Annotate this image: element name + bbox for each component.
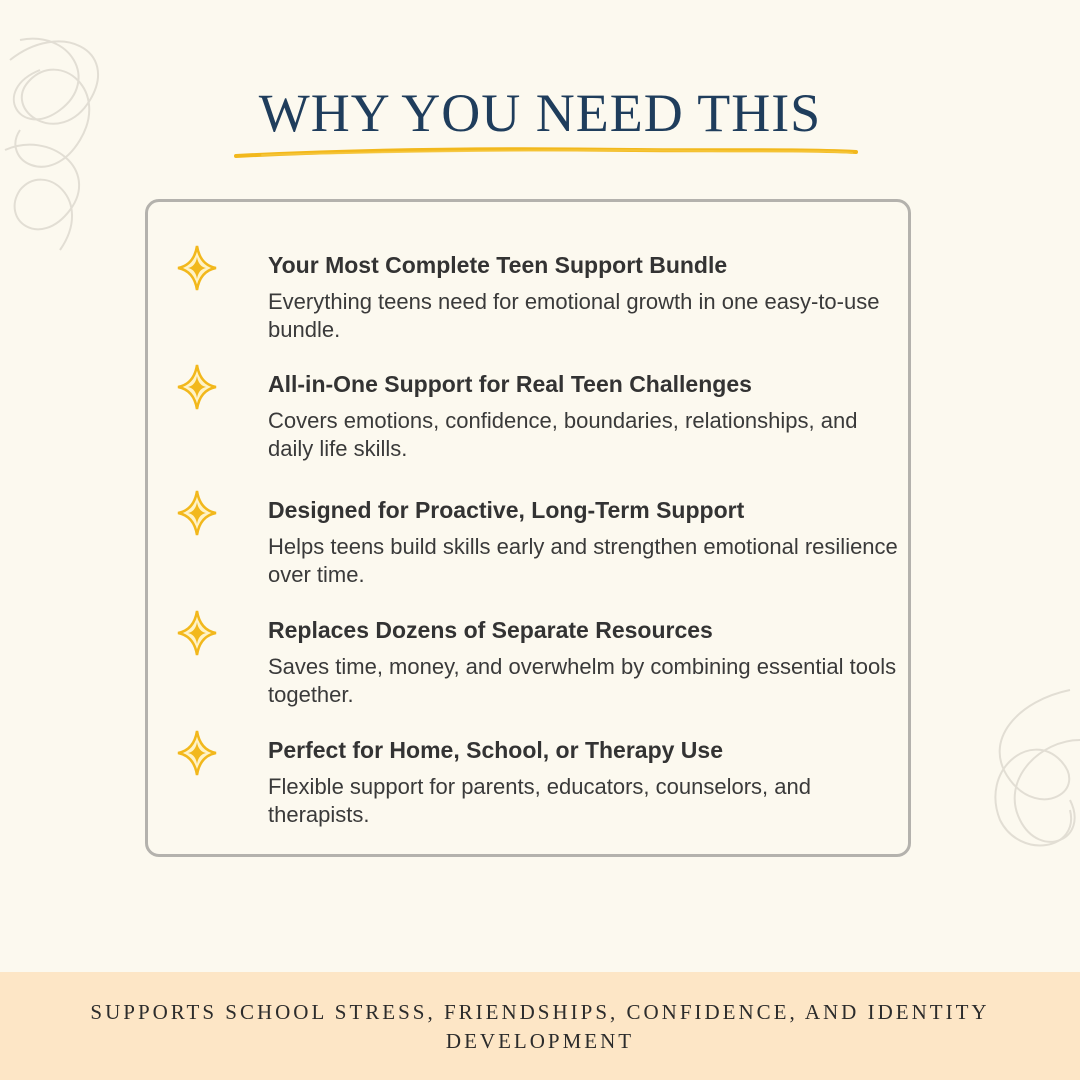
- benefit-title: All-in-One Support for Real Teen Challenges: [268, 371, 752, 397]
- page-title: WHY YOU NEED THIS: [258, 83, 822, 143]
- scribble-doodle-bottom-right: [960, 680, 1080, 880]
- sparkle-star-icon: [176, 489, 218, 537]
- footer-banner: [0, 972, 1080, 1080]
- benefits-card: [145, 199, 911, 857]
- benefit-description: Covers emotions, confidence, boundaries, relationships, and daily life skills.: [268, 408, 858, 461]
- sparkle-star-icon: [176, 244, 218, 292]
- benefit-description: Everything teens need for emotional growth in one easy-to-use bundle.: [268, 289, 880, 342]
- sparkle-star-icon: [176, 729, 218, 777]
- sparkle-star-icon: [176, 609, 218, 657]
- title-underline-stroke: [232, 140, 862, 162]
- benefit-description: Helps teens build skills early and strengthen emotional resilience over time.: [268, 534, 898, 587]
- benefit-description: Flexible support for parents, educators, counselors, and therapists.: [268, 774, 811, 827]
- benefit-title: Designed for Proactive, Long-Term Support: [268, 497, 745, 523]
- scribble-doodle-top-left: [0, 20, 140, 280]
- benefit-title: Perfect for Home, School, or Therapy Use: [268, 737, 724, 763]
- footer-tagline: SUPPORTS SCHOOL STRESS, FRIENDSHIPS, CONFIDENCE, AND IDENTITY DEVELOPMENT: [90, 1000, 990, 1053]
- benefit-title: Your Most Complete Teen Support Bundle: [268, 252, 728, 278]
- benefit-description: Saves time, money, and overwhelm by combining essential tools together.: [268, 654, 897, 707]
- sparkle-star-icon: [176, 363, 218, 411]
- benefit-title: Replaces Dozens of Separate Resources: [268, 617, 713, 643]
